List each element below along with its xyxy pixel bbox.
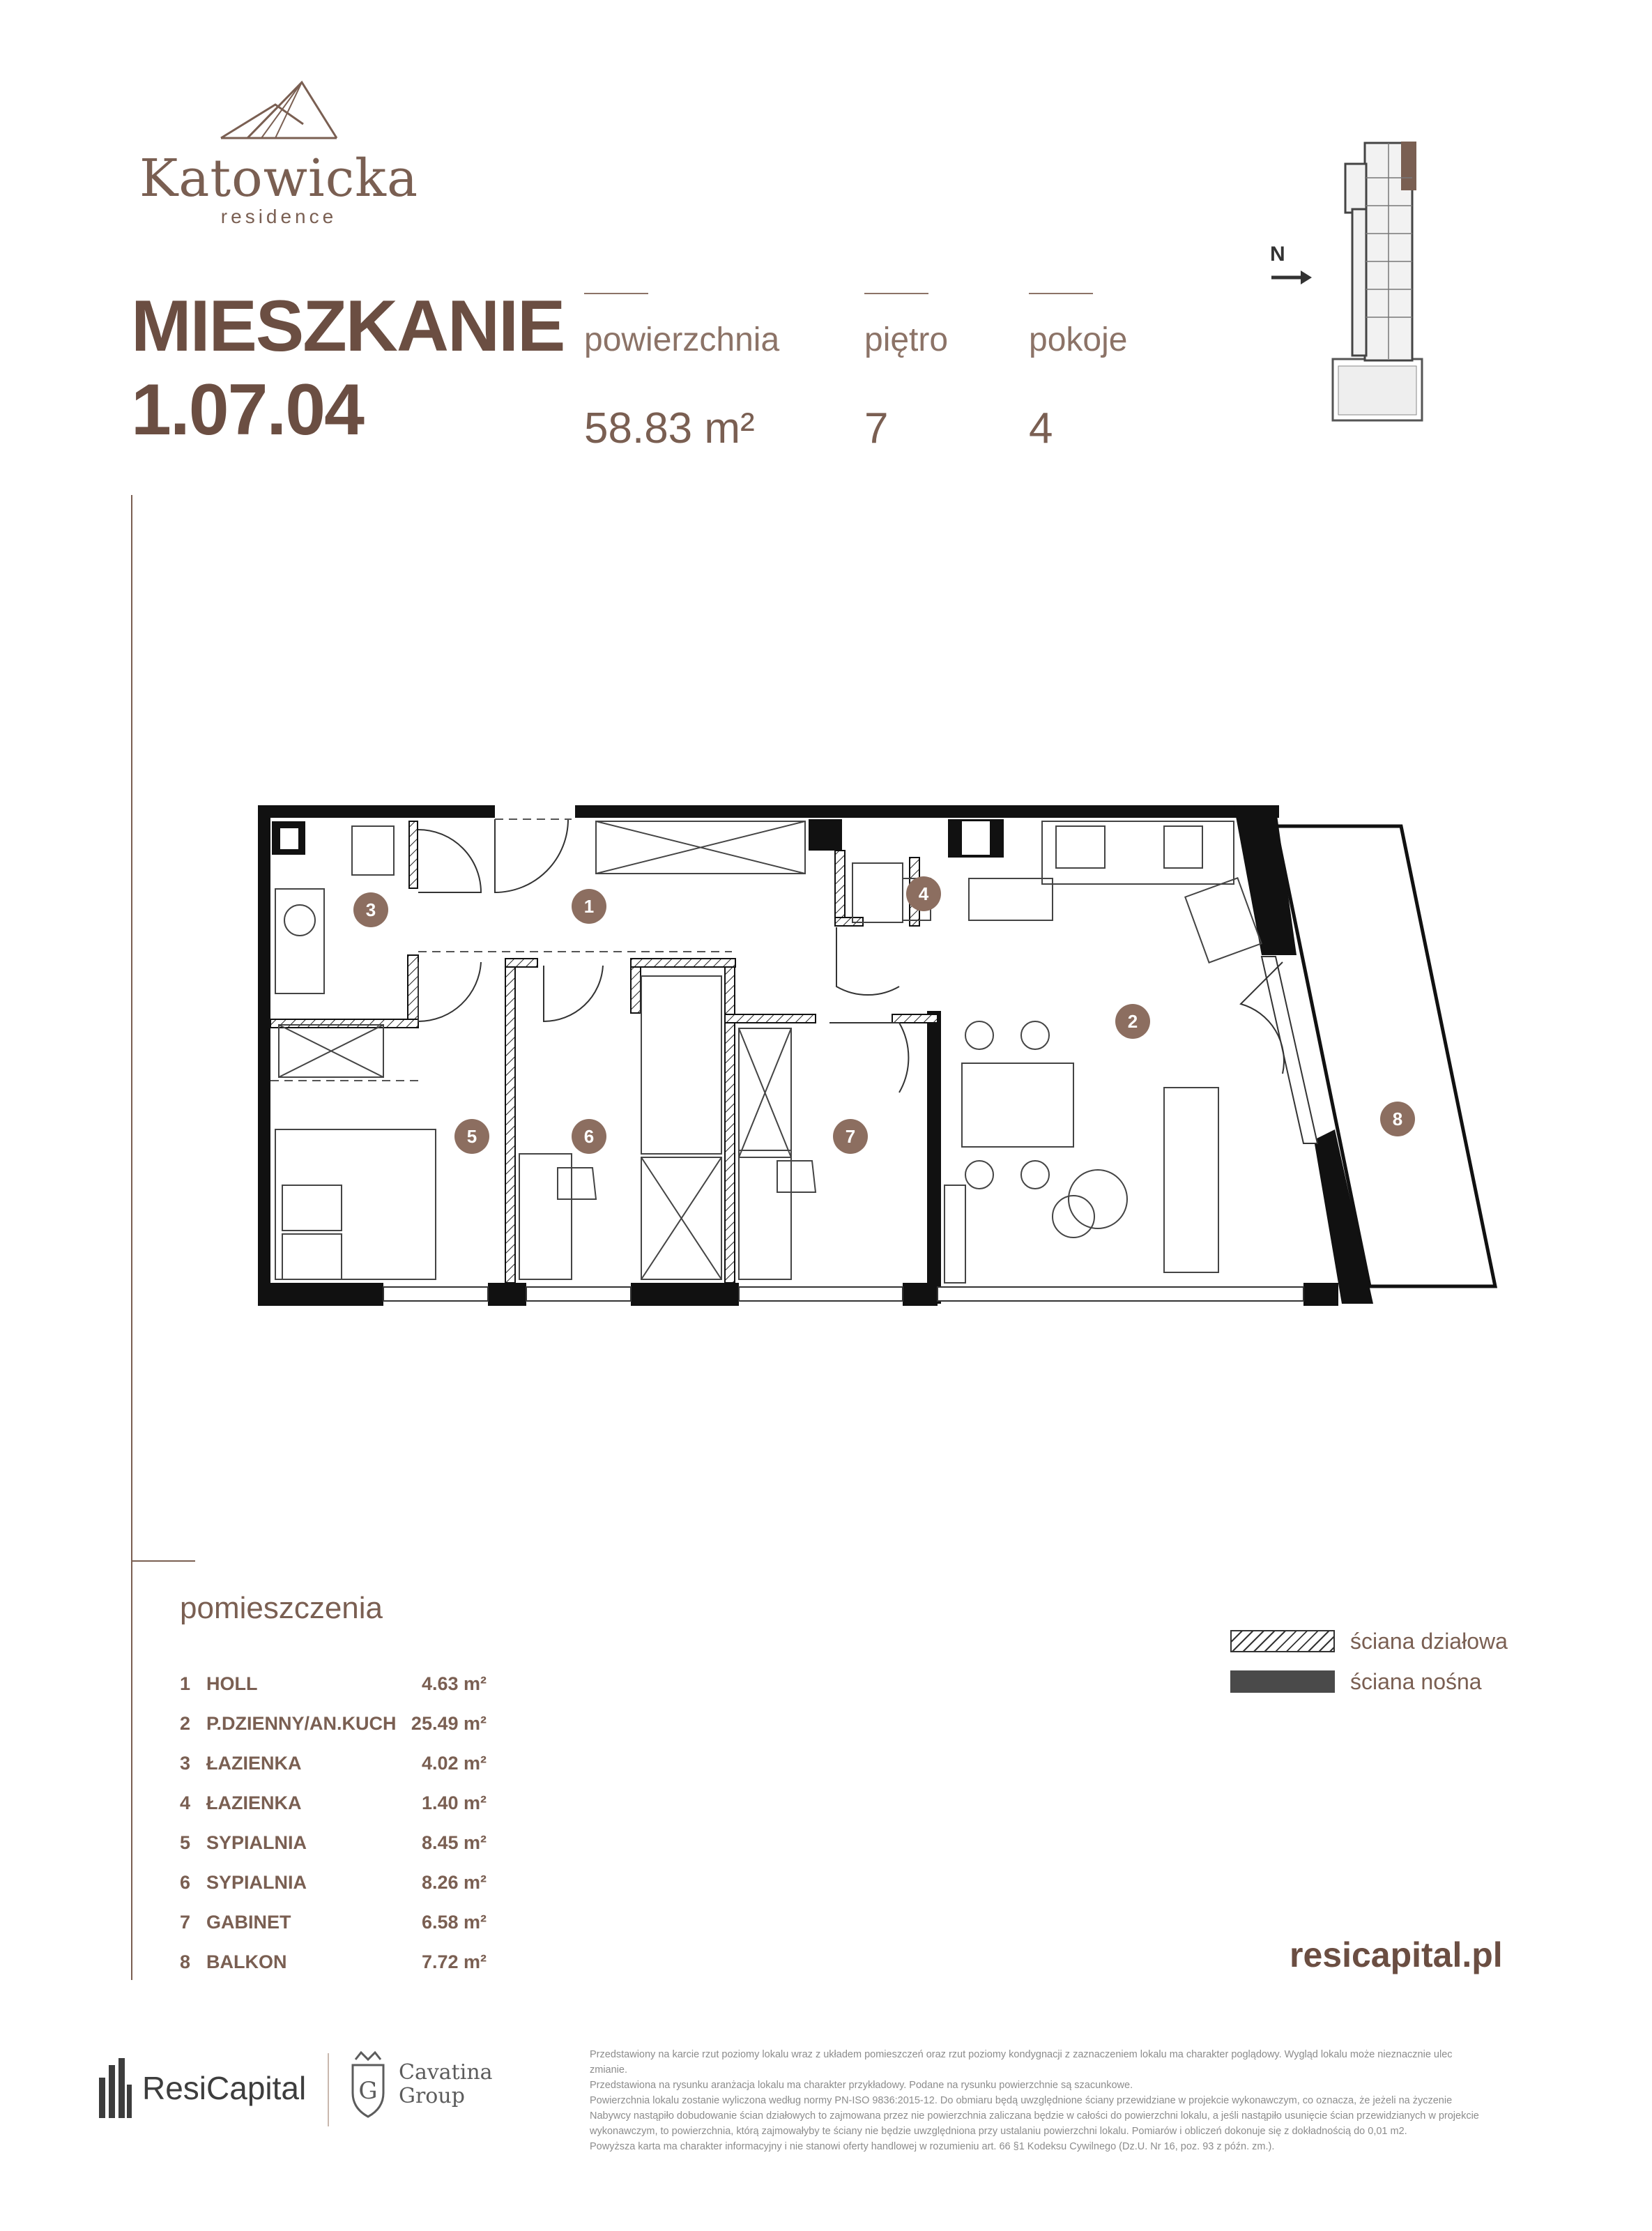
svg-text:1: 1	[583, 896, 595, 917]
stat-rooms	[1029, 293, 1127, 453]
list-item: 5 SYPIALNIA 8.45 m²	[180, 1832, 487, 1853]
balcony-outline	[1276, 826, 1495, 1286]
svg-text:2: 2	[1127, 1011, 1138, 1032]
frame-horizontal-rule	[131, 1560, 195, 1562]
resicapital-mark-icon	[98, 2057, 132, 2119]
building-keyplan-icon	[1324, 136, 1436, 429]
list-item: 1 HOLL 4.63 m²	[180, 1673, 487, 1694]
dashed-lines	[270, 819, 732, 1081]
unit-label: MIESZKANIE	[131, 286, 565, 367]
brand-subtitle: residence	[220, 206, 337, 227]
compass	[1262, 237, 1317, 296]
room-badge-3	[353, 892, 388, 927]
disclaimer-line: Przedstawiona na rysunku aranżacja lokalu ma charakter przykładowy. Podane na rysunku powierzchnie są szacunkowe.	[590, 2080, 1133, 2091]
svg-text:G: G	[358, 2077, 378, 2105]
list-item: 6 SYPIALNIA 8.26 m²	[180, 1872, 487, 1893]
room-badge-4	[906, 876, 941, 911]
legend-partition-label: ściana działowa	[1350, 1628, 1508, 1654]
svg-text:3: 3	[365, 899, 376, 920]
disclaimer-line: Powierzchnia lokalu zostanie wyliczona według normy PN-ISO 9836:2015-12. Do obmiaru będą uwzględnione ściany przewidziane w projekcie wykonawczym, co oznacza, że jeżeli na życzenie Nabywcy nastąpiło dobudowanie ścian działowych to zajmowana przez nie powierzchnia zaliczana będzie w całości do powierzchni lokalu, a jeśli nastąpiło usunięcie ścian przewidzianych w projekcie wykonawczym, to powierzchnia, którą zajmowałyby te ściany nie będzie uwzględniona przy ustalaniu powierzchni lokalu. Pomiarów i obliczeń dokonuje się z dokładnością do 0,01 m2.	[590, 2095, 1479, 2137]
stat-floor	[864, 293, 948, 453]
list-item: 8 BALKON 7.72 m²	[180, 1951, 487, 1972]
resicapital-text: ResiCapital	[142, 2070, 307, 2106]
svg-text:8: 8	[1392, 1109, 1403, 1129]
door-swings	[418, 819, 1284, 1092]
rooms-list	[180, 1673, 487, 1991]
stat-value: 7	[864, 404, 889, 452]
stat-label: powierzchnia	[584, 321, 780, 358]
mountain-logo-icon	[220, 77, 338, 139]
list-item: 7 GABINET 6.58 m²	[180, 1912, 487, 1933]
room-badge-5	[454, 1119, 489, 1154]
disclaimer-line: Przedstawiony na karcie rzut poziomy lokalu wraz z układem pomieszczeń oraz rzut poziomy kondygnacji z zaznaczeniem lokalu ma charakter poglądowy. Wygląd lokalu może nieznacznie ulec zmianie.	[590, 2049, 1453, 2076]
resicapital-logo	[98, 2057, 306, 2119]
furniture	[275, 821, 1262, 1283]
stat-value: 4	[1029, 404, 1053, 452]
stat-label: piętro	[864, 321, 949, 358]
north-arrow-icon	[1262, 237, 1317, 293]
key-plan	[1324, 136, 1436, 432]
svg-text:7: 7	[845, 1126, 856, 1147]
list-item: 4 ŁAZIENKA 1.40 m²	[180, 1792, 487, 1813]
stat-rule	[1029, 293, 1093, 294]
frame-vertical-line	[131, 495, 132, 1980]
cavatina-crest-icon	[349, 2050, 388, 2119]
room-badge-7	[833, 1119, 868, 1154]
legend-partition	[1230, 1621, 1508, 1661]
disclaimer-line: Powyższa karta ma charakter informacyjny i nie stanowi oferty handlowej w rozumieniu art. 66 §1 Kodeksu Cywilnego (Dz.U. Nr 16, poz. 93 z późn. zm.).	[590, 2141, 1275, 2152]
compass-label: N	[1270, 243, 1285, 266]
partition-walls	[270, 821, 938, 1283]
stat-value: 58.83 m²	[584, 404, 755, 452]
unit-number: 1.07.04	[131, 370, 363, 450]
brand-name: Katowicka	[139, 149, 419, 208]
load-bearing-walls	[258, 805, 1373, 1306]
room-badge-2	[1115, 1004, 1150, 1039]
room-badge-8	[1380, 1102, 1415, 1136]
legend-load-bearing-label: ściana nośna	[1350, 1668, 1482, 1694]
footer-divider	[328, 2053, 329, 2126]
floor-plan	[244, 795, 1513, 1325]
room-badge-6	[572, 1119, 606, 1154]
website-link[interactable]: resicapital.pl	[1290, 1935, 1503, 1974]
list-item: 3 ŁAZIENKA 4.02 m²	[180, 1753, 487, 1774]
rooms-title: pomieszczenia	[180, 1591, 383, 1625]
cavatina-text: Cavatina Group	[399, 2060, 493, 2108]
legend	[1230, 1621, 1508, 1702]
brand-logo	[139, 77, 418, 228]
stat-label: pokoje	[1029, 321, 1128, 358]
room-badge-1	[572, 889, 606, 924]
list-item: 2 P.DZIENNY/AN.KUCH 25.49 m²	[180, 1713, 487, 1734]
hatch-swatch	[1230, 1630, 1335, 1652]
svg-text:5: 5	[466, 1126, 477, 1147]
cavatina-logo	[349, 2050, 493, 2119]
stat-rule	[864, 293, 928, 294]
svg-text:6: 6	[583, 1126, 595, 1147]
solid-swatch	[1230, 1670, 1335, 1693]
disclaimer	[590, 2047, 1489, 2154]
svg-text:4: 4	[918, 883, 929, 904]
legend-load-bearing	[1230, 1661, 1508, 1702]
stat-area	[584, 293, 779, 453]
stat-rule	[584, 293, 648, 294]
unit-title	[131, 284, 564, 452]
